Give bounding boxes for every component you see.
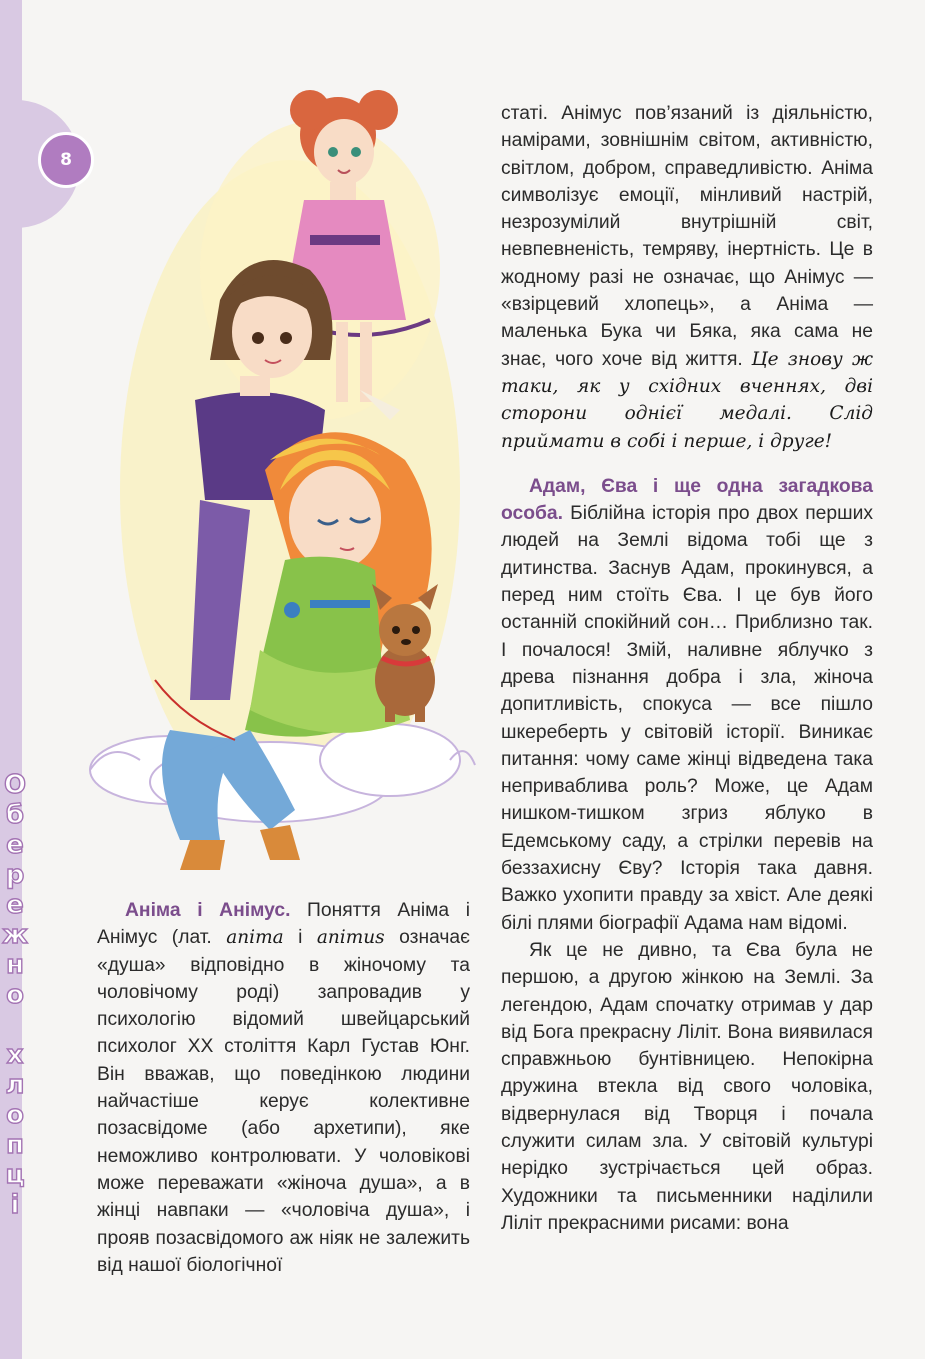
girls-illustration xyxy=(60,70,480,890)
paragraph-anima-animus xyxy=(97,897,470,1279)
paragraph-text: статі. Анімус пов’язаний із діяльністю, намірами, зовнішнім світом, активністю, світлом, добром, справедливістю. Аніма символізує емоції, мінливий настрій, незрозумілий внутрішній світ, невпевненість, темряву, інертність. Це в жодному разі не означає, що Анімус — «взірцевий хлопець», а Аніма — маленька Бука чи Бяка, яка сама не знає, чого хоче від життя. xyxy=(501,103,873,370)
latin-term-anima: anima xyxy=(226,927,284,949)
section-heading-anima-animus: Аніма і Анімус. xyxy=(125,900,291,921)
paragraph-gap xyxy=(501,455,873,473)
paragraph-text: Як це не дивно, та Єва була не першою, а другою жінкою на Землі. За легендою, Адам спочатку отримав у дар від Бога прекрасну Ліліт. Вона виявилася справжньою бунтівницею. Непокірна дружина втекла від свого чоловіка, відвернулася від Творця і почала служити силам зла. У світовій культурі нерідко зустрічається цей образ. Художники та письменники наділили Ліліт прекрасними рисами: вона xyxy=(501,939,873,1234)
section-heading-adam-eve: Адам, Єва і ще одна загадкова особа. xyxy=(501,475,873,525)
paragraph-adam-eve xyxy=(501,473,873,937)
paragraph-anima-animus-continued xyxy=(501,100,873,455)
paragraph-lilith xyxy=(501,937,873,1237)
paragraph-text: і xyxy=(283,927,317,949)
left-column xyxy=(97,897,470,1279)
handwritten-note: Це знову ж таки, як у східних вченнях, дві сторони однієї медалі. Слід приймати в собі і перше, і друге! xyxy=(501,348,873,452)
paragraph-text: означає «душа» відповідно в жіночому та чоловічому роді) запровадив у психологію відомий швейцарський психолог XX століття Карл Густав Юнг. Він вважав, що поведінкою людини найчастіше керує колективне позасвідоме (або архетипи), яке неможливо контролювати. У чоловікові може переважати «жіноча душа», а в жінці навпаки — «чоловіча душа», і прояв позасвідомого аж ніяк не залежить від нашої біологічної xyxy=(97,927,470,1276)
latin-term-animus: animus xyxy=(316,927,385,949)
page-number: 8 xyxy=(38,132,94,188)
side-title: Обережно хлопці xyxy=(0,770,30,1220)
paragraph-text: Поняття Аніма і Анімус (лат. xyxy=(97,900,470,949)
paragraph-text: Біблійна історія про двох перших людей на Землі відома тобі ще з дитинства. Заснув Адам, прокинувся, а перед ним стоїть Єва. І це був його останній спокійний сон… Приблизно так. І почалося! Змій, наливне яблучко з древа пізнання добра і зла, жіноча допитливість, спокуса — все пішло шкереберть у світовій історії. Виникає питання: чому саме жінці відведена така неприваблива роль? Може, це Адам нишком-тишком згриз яблуко в Едемському саду, а стрілки перевів на беззахисну Єву? Історія така давня. Важко ухопити правду за хвіст. Але деякі білі плями біографії Адама нам відомі. xyxy=(501,503,873,934)
right-column xyxy=(501,100,873,1237)
